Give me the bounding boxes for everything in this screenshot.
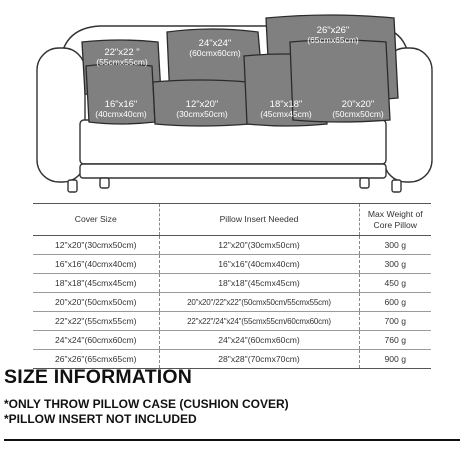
pillow-label-metric: (55cmx55cm) <box>96 57 148 67</box>
table-row <box>33 236 431 255</box>
cell-insert: 28"x28"(70cmx70cm) <box>159 350 359 369</box>
cell-insert: 16"x16"(40cmx40cm) <box>159 255 359 274</box>
cell-insert: 18"x18"(45cmx45cm) <box>159 274 359 293</box>
cell-weight: 300 g <box>359 255 431 274</box>
sofa-base <box>80 164 386 178</box>
sofa-left-arm <box>37 48 85 182</box>
cell-cover: 26"x26"(65cmx65cm) <box>33 350 159 369</box>
pillow-label-size: 12"x20" <box>185 99 219 110</box>
cell-cover: 16"x16"(40cmx40cm) <box>33 255 159 274</box>
sofa-leg <box>100 178 109 188</box>
cell-weight: 760 g <box>359 331 431 350</box>
pillow-label-metric: (40cmx40cm) <box>95 109 147 119</box>
table-row <box>33 274 431 293</box>
sofa-leg <box>68 180 77 192</box>
cell-insert: 20"x20"/22"x22"(50cmx50cm/55cmx55cm) <box>159 293 359 312</box>
cell-weight: 300 g <box>359 236 431 255</box>
header-cover-size: Cover Size <box>33 204 159 236</box>
size-information-heading: SIZE INFORMATION <box>4 366 193 388</box>
table-row <box>33 255 431 274</box>
table-row <box>33 293 431 312</box>
header-max-weight: Max Weight of Core Pillow <box>359 204 431 236</box>
note-case-only: *ONLY THROW PILLOW CASE (CUSHION COVER) <box>4 397 289 411</box>
cell-insert: 12"x20"(30cmx50cm) <box>159 236 359 255</box>
table-row <box>33 312 431 331</box>
pillow-label-size: 16"x16" <box>104 99 138 110</box>
cell-weight: 700 g <box>359 312 431 331</box>
pillow-label-metric: (30cmx50cm) <box>176 109 228 119</box>
pillow-label-size: 26"x26" <box>316 25 350 36</box>
size-table <box>33 203 431 369</box>
note-insert-not-included: *PILLOW INSERT NOT INCLUDED <box>4 412 197 426</box>
bottom-divider <box>4 439 460 441</box>
pillow-label-metric: (50cmx50cm) <box>332 109 384 119</box>
sofa-leg <box>392 180 401 192</box>
cell-cover: 20"x20"(50cmx50cm) <box>33 293 159 312</box>
pillow-label-size: 20"x20" <box>341 99 375 110</box>
header-pillow-insert: Pillow Insert Needed <box>159 204 359 236</box>
cell-cover: 18"x18"(45cmx45cm) <box>33 274 159 293</box>
cell-cover: 24"x24"(60cmx60cm) <box>33 331 159 350</box>
sofa-seat <box>80 120 386 164</box>
table-row <box>33 331 431 350</box>
cell-weight: 600 g <box>359 293 431 312</box>
cell-cover: 12"x20"(30cmx50cm) <box>33 236 159 255</box>
table-header-row <box>33 204 431 236</box>
pillow-label-metric: (65cmx65cm) <box>307 35 359 45</box>
sofa-illustration <box>0 0 464 200</box>
cell-cover: 22"x22"(55cmx55cm) <box>33 312 159 331</box>
pillow-label-size: 18"x18" <box>269 99 303 110</box>
pillow-label-metric: (45cmx45cm) <box>260 109 312 119</box>
pillow-label-size: 22"x22 " <box>104 47 140 58</box>
cell-insert: 24"x24"(60cmx60cm) <box>159 331 359 350</box>
cell-weight: 900 g <box>359 350 431 369</box>
pillow-label-size: 24"x24" <box>198 38 232 49</box>
cell-weight: 450 g <box>359 274 431 293</box>
pillow-label-metric: (60cmx60cm) <box>189 48 241 58</box>
cell-insert: 22"x22"/24"x24"(55cmx55cm/60cmx60cm) <box>159 312 359 331</box>
sofa-leg <box>360 178 369 188</box>
